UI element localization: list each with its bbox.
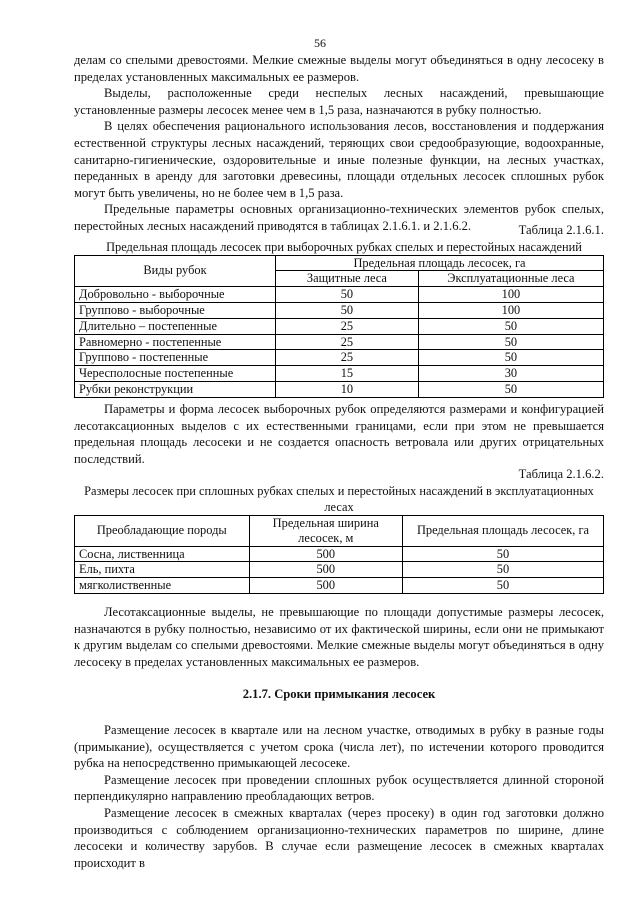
table1-cell: 30 [418, 366, 603, 382]
table1-cell: Добровольно - выборочные [75, 287, 276, 303]
table-row [75, 546, 604, 562]
table2-cell: Ель, пихта [75, 562, 250, 578]
table1-cell: Равномерно - постепенные [75, 334, 276, 350]
table2 [74, 515, 604, 594]
bottom-text-block [74, 722, 604, 871]
table1-header-exploit: Эксплуатационные леса [418, 271, 603, 287]
table2-header-species: Преобладающие породы [75, 515, 250, 546]
table2-caption: Размеры лесосек при сплошных рубках спелых и перестойных насаждений в эксплуатационных лесах [84, 483, 594, 514]
table-row [75, 366, 604, 382]
table-row [75, 302, 604, 318]
table1-header-area: Предельная площадь лесосек, га [276, 255, 604, 271]
table1 [74, 255, 604, 398]
table2-cell: 500 [249, 562, 402, 578]
table2-header-width: Предельная ширина лесосек, м [249, 515, 402, 546]
paragraph: Размещение лесосек в квартале или на лесном участке, отводимых в рубку в разные годы (примыкание), осуществляется с учетом срока (числа лет), по истечении которого проводится рубка на непосредственно примыкающей лесосеке. [74, 723, 604, 771]
paragraph-continuation: делам со спелыми древостоями. Мелкие смежные выделы могут объединяться в одну лесосеку в пределах установленных максимальных ее размеров. [74, 53, 604, 84]
page-number: 56 [314, 36, 326, 50]
table2-cell: мягколиственные [75, 578, 250, 594]
paragraph: Предельные параметры основных организационно-технических элементов рубок спелых, перестойных лесных насаждений приводятся в таблицах 2.1.6.1. и 2.1.6.2. [74, 202, 604, 233]
table1-header-protect: Защитные леса [276, 271, 419, 287]
table-row [75, 350, 604, 366]
table2-cell: 500 [249, 578, 402, 594]
table-row [75, 381, 604, 397]
table-row [75, 318, 604, 334]
table1-block [74, 222, 604, 398]
table1-cell: 100 [418, 287, 603, 303]
table-row [75, 578, 604, 594]
table1-cell: 50 [276, 287, 419, 303]
table2-cell: Сосна, лиственница [75, 546, 250, 562]
middle-text-block [74, 401, 604, 467]
table2-cell: 50 [402, 562, 603, 578]
table1-label: Таблица 2.1.6.1. [518, 223, 604, 237]
table1-cell: 50 [418, 350, 603, 366]
table2-cell: 50 [402, 578, 603, 594]
table1-cell: Чересполосные постепенные [75, 366, 276, 382]
table1-cell: 10 [276, 381, 419, 397]
table2-cell: 500 [249, 546, 402, 562]
table1-cell: 50 [418, 318, 603, 334]
after-table-text-block [74, 604, 604, 670]
table1-cell: 50 [276, 302, 419, 318]
table1-header-type: Виды рубок [75, 255, 276, 287]
table-row [75, 562, 604, 578]
paragraph: Размещение лесосек в смежных кварталах (через просеку) в один год заготовки должно производиться с соблюдением организационно-технических параметров по ширине, длине лесосеки и количеству зарубов. В случае если размещение лесосек в смежных кварталах происходит в [74, 805, 604, 870]
table1-cell: Рубки реконструкции [75, 381, 276, 397]
table1-cell: 50 [418, 381, 603, 397]
table1-cell: 50 [418, 334, 603, 350]
section-heading: 2.1.7. Сроки примыкания лесосек [242, 687, 436, 701]
table2-block [74, 466, 604, 594]
table1-cell: 25 [276, 350, 419, 366]
table1-cell: 15 [276, 366, 419, 382]
table1-cell: 25 [276, 334, 419, 350]
table1-cell: Длительно – постепенные [75, 318, 276, 334]
paragraph: Выделы, расположенные среди неспелых лесных насаждений, превышающие установленные размеры лесосек менее чем в 1,5 раза, назначаются в рубку полностью. [74, 86, 604, 117]
table1-cell: Группово - постепенные [75, 350, 276, 366]
table2-label: Таблица 2.1.6.2. [518, 467, 604, 481]
table-row [75, 287, 604, 303]
table1-cell: 100 [418, 302, 603, 318]
table2-header-area: Предельная площадь лесосек, га [402, 515, 603, 546]
paragraph: Параметры и форма лесосек выборочных рубок определяются размерами и конфигурацией лесотаксационных выделов с их естественными границами, если при этом не превышается предельная площадь лесосеки и не создается опасность ветровала или других отрицательных последствий. [74, 402, 604, 466]
table2-cell: 50 [402, 546, 603, 562]
top-text-block [74, 52, 604, 235]
paragraph: Размещение лесосек при проведении сплошных рубок осуществляется длинной стороной перпендикулярно направлению преобладающих ветров. [74, 772, 604, 804]
table-row [75, 334, 604, 350]
table1-caption: Предельная площадь лесосек при выборочных рубках спелых и перестойных насаждений [106, 239, 582, 254]
paragraph: Лесотаксационные выделы, не превышающие по площади допустимые размеры лесосек, назначаются в рубку полностью, независимо от их фактической ширины, если они не примыкают к другим выделам со спелыми древостоями. Мелкие смежные выделы могут объединяться в одну лесосеку в пределах установленных максимальных ее размеров. [74, 605, 604, 669]
table1-cell: Группово - выборочные [75, 302, 276, 318]
paragraph: В целях обеспечения рационального использования лесов, восстановления и поддержания естественной структуры лесных насаждений, теряющих свои средообразующие, водоохранные, санитарно-гигиенические, оздоровительные и иные полезные функции, на лесных участках, переданных в аренду для заготовки древесины, площади отдельных лесосек сплошных рубок могут быть увеличены, но не более чем в 1,5 раза. [74, 119, 604, 200]
table1-cell: 25 [276, 318, 419, 334]
